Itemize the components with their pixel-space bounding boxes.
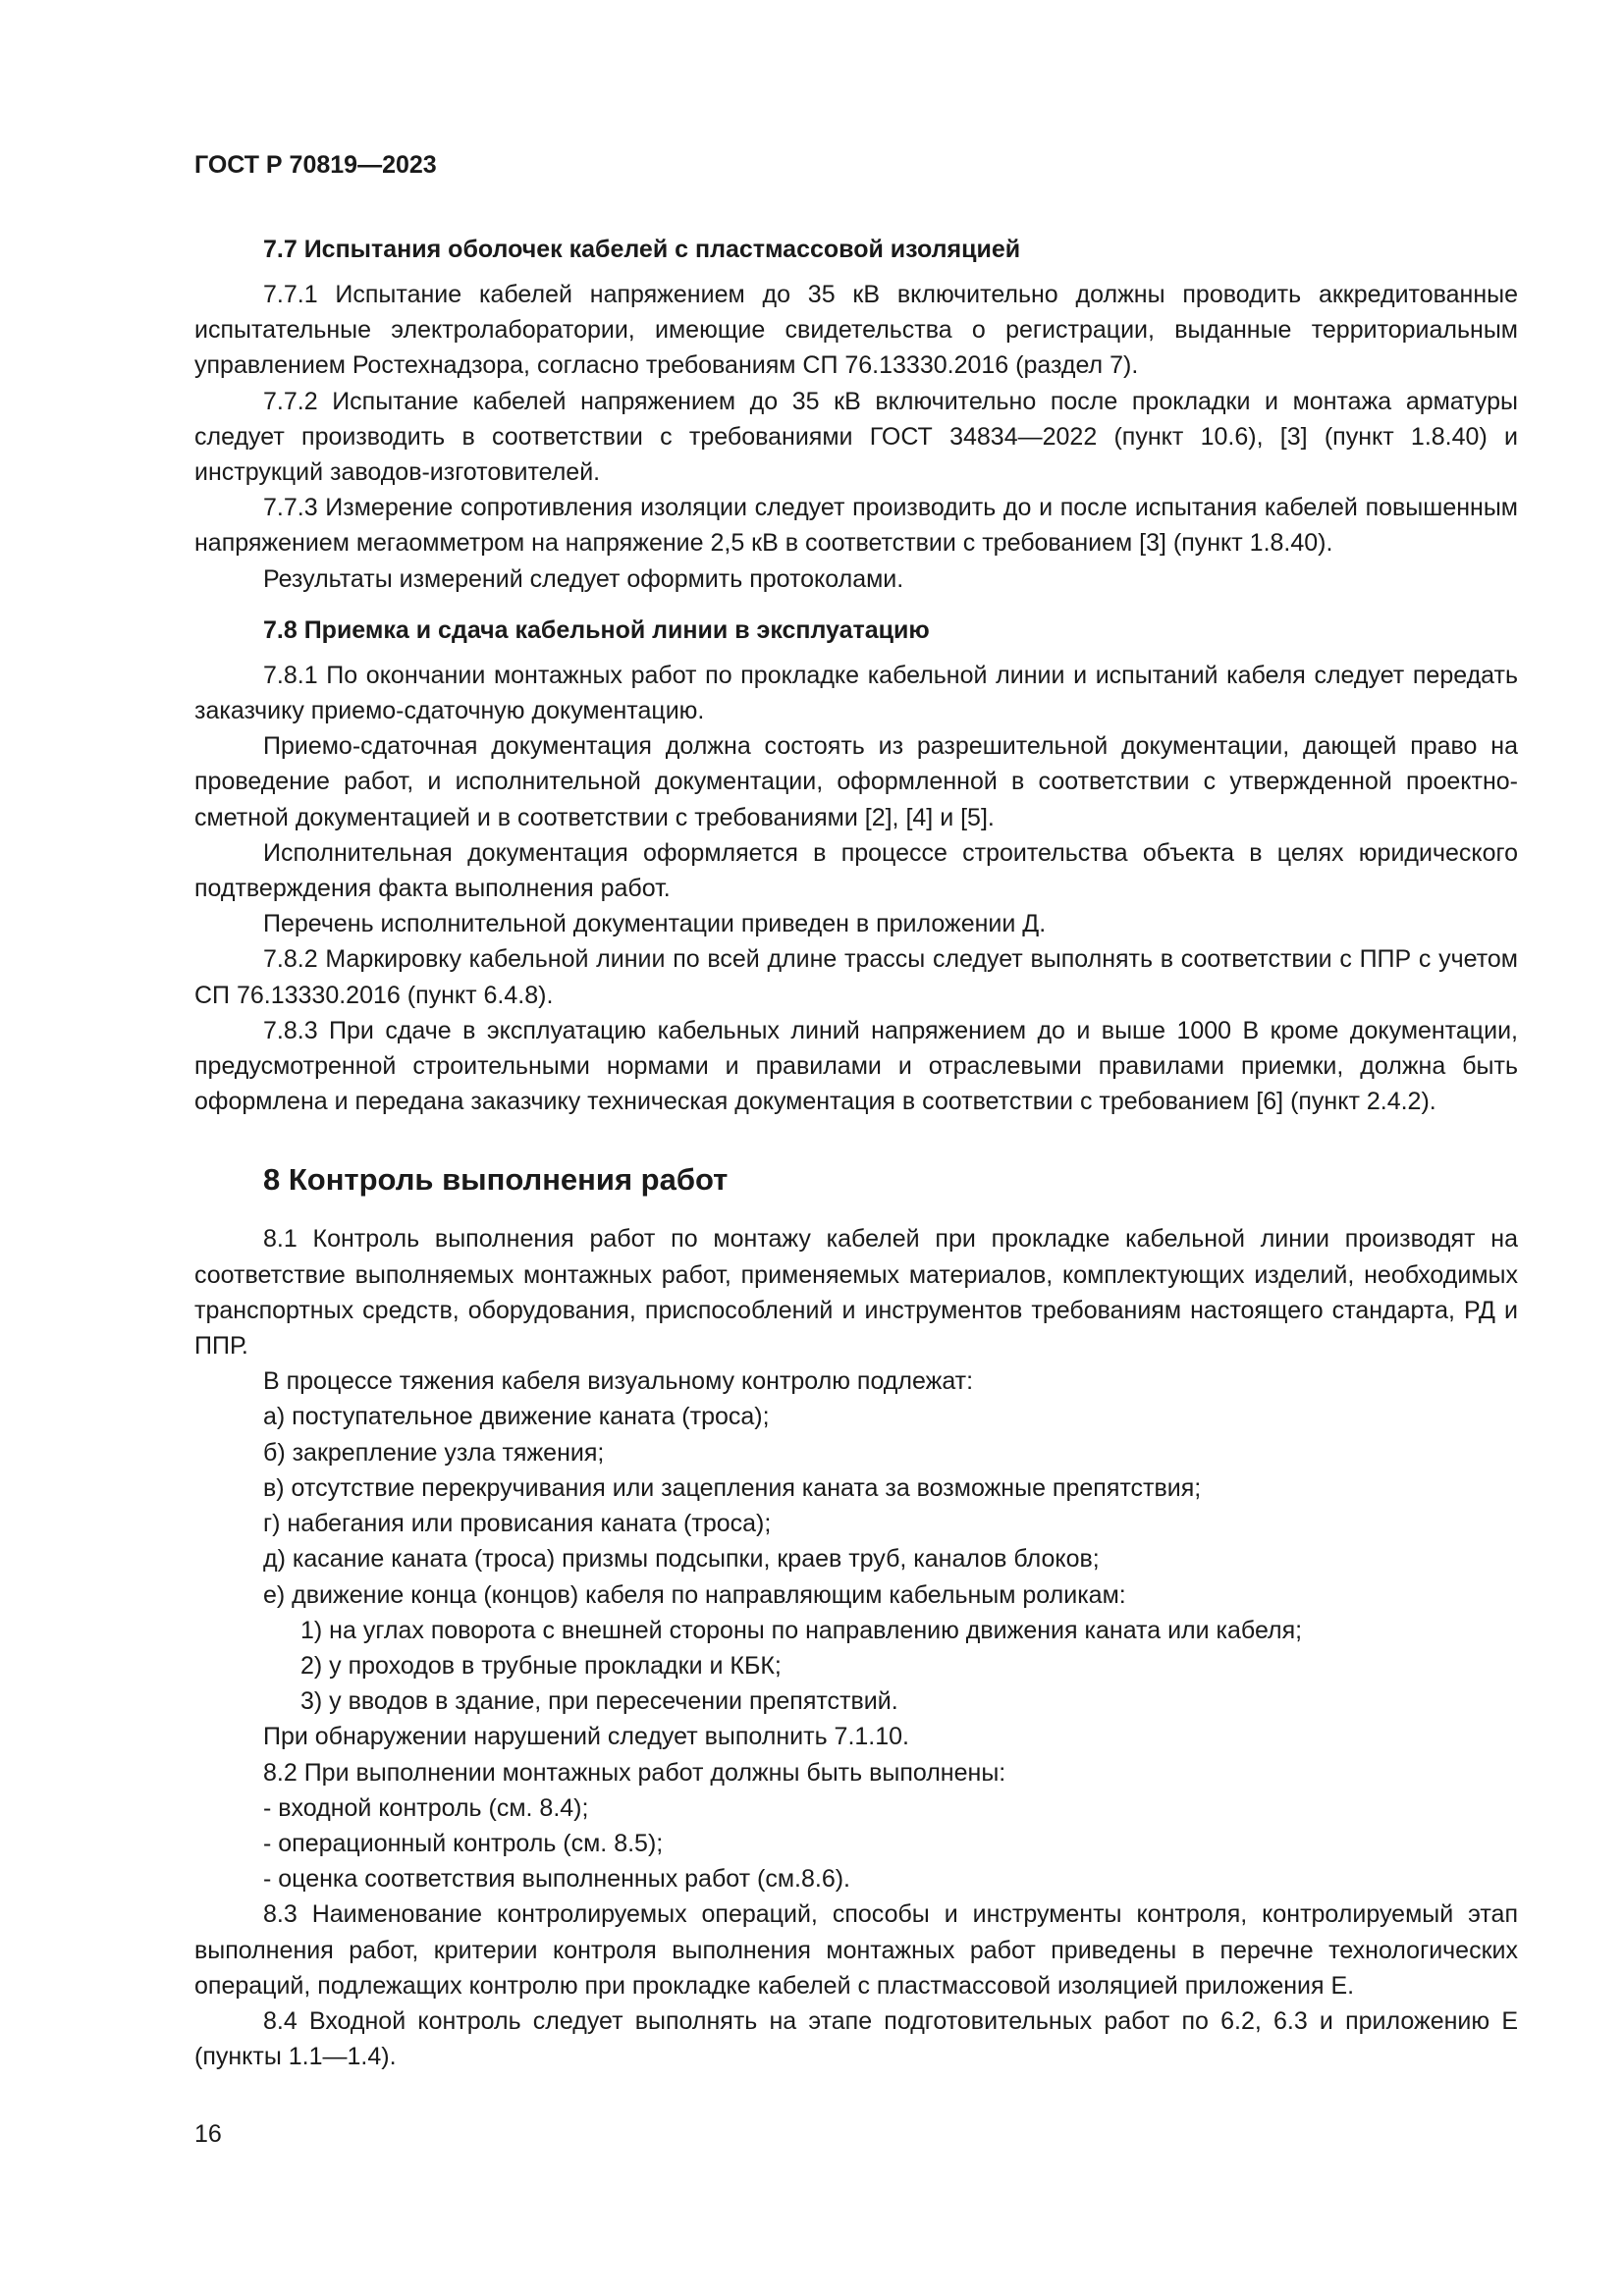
section-heading-7-8: 7.8 Приемка и сдача кабельной линии в эксплуатацию: [263, 615, 930, 644]
document-page: [194, 147, 1518, 2074]
sub-list-item: 1) на углах поворота с внешней стороны по направлению движения каната или кабеля;: [300, 1616, 1303, 1644]
dash-list-item: - оценка соответствия выполненных работ (см.8.6).: [263, 1865, 850, 1894]
list-item: в) отсутствие перекручивания или зацепления каната за возможные препятствия;: [263, 1473, 1202, 1502]
sub-list-item: 3) у вводов в здание, при пересечении препятствий.: [300, 1687, 898, 1716]
dash-list-item: - операционный контроль (см. 8.5);: [263, 1829, 664, 1857]
paragraph: Приемо-сдаточная документация должна состоять из разрешительной документации, дающей право на проведение работ, и исполнительной документации, оформленной в соответствии с утвержденной проектно-сметной документацией и в соответствии с требованиями [2], [4] и [5].: [194, 732, 1518, 831]
chapter-heading-8: 8 Контроль выполнения работ: [263, 1162, 729, 1198]
paragraph: 7.8.1 По окончании монтажных работ по прокладке кабельной линии и испытаний кабеля следует передать заказчику приемо-сдаточную документацию.: [194, 661, 1518, 725]
sub-list-item: 2) у проходов в трубные прокладки и КБК;: [300, 1651, 782, 1680]
list-item: г) набегания или провисания каната (троса);: [263, 1510, 772, 1538]
paragraph: При обнаружении нарушений следует выполнить 7.1.10.: [263, 1723, 909, 1751]
page-number: 16: [194, 2120, 222, 2148]
dash-list-item: - входной контроль (см. 8.4);: [263, 1793, 589, 1822]
paragraph: Результаты измерений следует оформить протоколами.: [263, 564, 904, 593]
paragraph: 8.4 Входной контроль следует выполнять на этапе подготовительных работ по 6.2, 6.3 и приложению Е (пункты 1.1—1.4).: [194, 2006, 1518, 2071]
paragraph: 7.7.1 Испытание кабелей напряжением до 35 кВ включительно должны проводить аккредитованные испытательные электролаборатории, имеющие свидетельства о регистрации, выданные территориальным управлением Ростехнадзора, согласно требованиям СП 76.13330.2016 (раздел 7).: [194, 281, 1518, 380]
section-heading-7-7: 7.7 Испытания оболочек кабелей с пластмассовой изоляцией: [263, 236, 1021, 263]
list-item: д) касание каната (троса) призмы подсыпки, краев труб, каналов блоков;: [263, 1545, 1100, 1574]
paragraph: 7.8.2 Маркировку кабельной линии по всей длине трассы следует выполнять в соответствии с ППР с учетом СП 76.13330.2016 (пункт 6.4.8).: [194, 945, 1518, 1009]
paragraph: 8.1 Контроль выполнения работ по монтажу кабелей при прокладке кабельной линии производят на соответствие выполняемых монтажных работ, применяемых материалов, комплектующих изделий, необходимых транспортных средств, оборудования, приспособлений и инструментов требованиям настоящего стандарта, РД и ППР.: [194, 1225, 1518, 1361]
paragraph: Перечень исполнительной документации приведен в приложении Д.: [263, 910, 1047, 938]
paragraph: 8.3 Наименование контролируемых операций, способы и инструменты контроля, контролируемый этап выполнения работ, критерии контроля выполнения монтажных работ приведены в перечне технологических операций, подлежащих контролю при прокладке кабелей с пластмассовой изоляцией приложения Е.: [194, 1900, 1518, 2000]
paragraph: В процессе тяжения кабеля визуальному контролю подлежат:: [263, 1367, 974, 1396]
document-code: ГОСТ Р 70819—2023: [194, 151, 437, 179]
paragraph: 7.7.3 Измерение сопротивления изоляции следует производить до и после испытания кабелей повышенным напряжением мегаомметром на напряжение 2,5 кВ в соответствии с требованием [3] (пункт 1.8.40).: [194, 494, 1518, 558]
paragraph: Исполнительная документация оформляется в процессе строительства объекта в целях юридического подтверждения факта выполнения работ.: [194, 838, 1518, 903]
list-item: б) закрепление узла тяжения;: [263, 1438, 605, 1467]
paragraph: 7.7.2 Испытание кабелей напряжением до 35 кВ включительно после прокладки и монтажа арматуры следует производить в соответствии с требованиями ГОСТ 34834—2022 (пункт 10.6), [3] (пункт 1.8.40) и инструкций заводов-изготовителей.: [194, 387, 1518, 487]
paragraph: 8.2 При выполнении монтажных работ должны быть выполнены:: [263, 1758, 1006, 1787]
list-item: е) движение конца (концов) кабеля по направляющим кабельным роликам:: [263, 1580, 1126, 1609]
paragraph: 7.8.3 При сдаче в эксплуатацию кабельных линий напряжением до и выше 1000 В кроме документации, предусмотренной строительными нормами и правилами и отраслевыми правилами приемки, должна быть оформлена и передана заказчику техническая документация в соответствии с требованием [6] (пункт 2.4.2).: [194, 1016, 1518, 1116]
list-item: а) поступательное движение каната (троса);: [263, 1403, 770, 1431]
